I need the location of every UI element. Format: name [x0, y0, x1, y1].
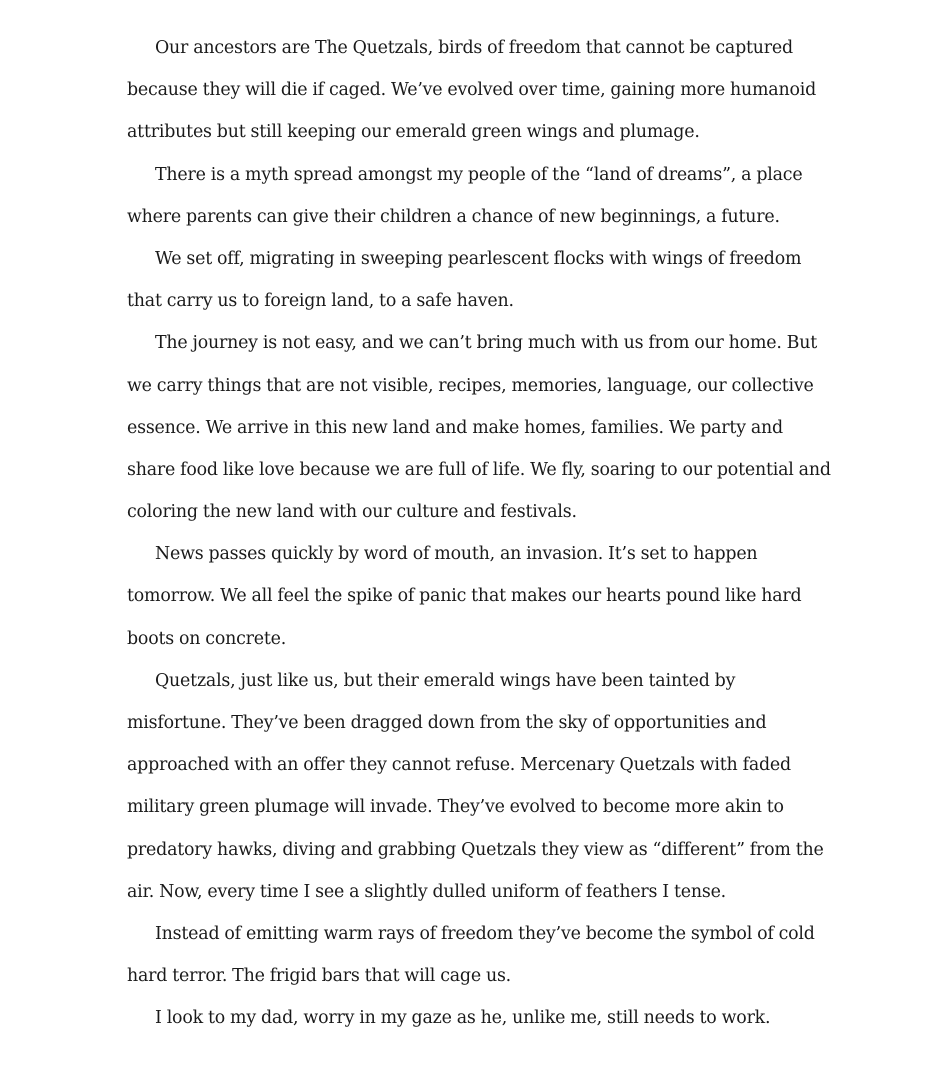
text-line: tomorrow. We all feel the spike of panic that makes our hearts pound like hard — [127, 586, 802, 607]
text-line: approached with an offer they cannot refuse. Mercenary Quetzals with faded — [127, 755, 791, 776]
text-line: Our ancestors are The Quetzals, birds of freedom that cannot be captured — [155, 38, 793, 58]
text-line: attributes but still keeping our emerald green wings and plumage. — [127, 122, 700, 143]
text-line: hard terror. The frigid bars that will cage us. — [127, 966, 512, 987]
text-line: essence. We arrive in this new land and make homes, families. We party and — [127, 417, 783, 438]
text-line: air. Now, every time I see a slightly dulled uniform of feathers I tense. — [127, 881, 727, 902]
text-line: that carry us to foreign land, to a safe haven. — [127, 291, 514, 312]
paragraph-mercenaries — [127, 660, 824, 913]
text-line: military green plumage will invade. They’ve evolved to become more akin to — [127, 797, 784, 818]
paragraph-journey — [127, 322, 831, 533]
text-line: where parents can give their children a chance of new beginnings, a future. — [127, 206, 780, 227]
paragraph-migration — [127, 238, 807, 322]
text-line: we carry things that are not visible, recipes, memories, language, our collective — [127, 375, 814, 396]
text-line: predatory hawks, diving and grabbing Quetzals they view as “different” from the — [127, 839, 824, 860]
text-line: We set off, migrating in sweeping pearlescent flocks with wings of freedom — [155, 248, 802, 269]
text-line: There is a myth spread amongst my people of the “land of dreams”, a place — [155, 164, 803, 185]
text-line: Quetzals, just like us, but their emerald wings have been tainted by — [155, 670, 736, 691]
text-line: coloring the new land with our culture and festivals. — [127, 502, 577, 523]
text-line: share food like love because we are full of life. We fly, soaring to our potential and — [127, 459, 831, 480]
paragraph-dad — [127, 997, 807, 1039]
text-line: because they will die if caged. We’ve evolved over time, gaining more humanoid — [127, 80, 817, 101]
text-line: boots on concrete. — [127, 628, 287, 649]
paragraph-myth — [127, 154, 807, 238]
text-line: I look to my dad, worry in my gaze as he, unlike me, still needs to work. — [155, 1008, 771, 1029]
paragraph-ancestors — [127, 27, 817, 154]
text-line: The journey is not easy, and we can’t bring much with us from our home. But — [155, 333, 818, 354]
text-line: Instead of emitting warm rays of freedom they’ve become the symbol of cold — [155, 923, 815, 944]
paragraph-news — [127, 533, 807, 660]
text-line: misfortune. They’ve been dragged down from the sky of opportunities and — [127, 713, 767, 733]
text-line: News passes quickly by word of mouth, an invasion. It’s set to happen — [155, 544, 758, 565]
paragraph-terror — [127, 913, 815, 997]
document-page — [127, 27, 831, 1040]
